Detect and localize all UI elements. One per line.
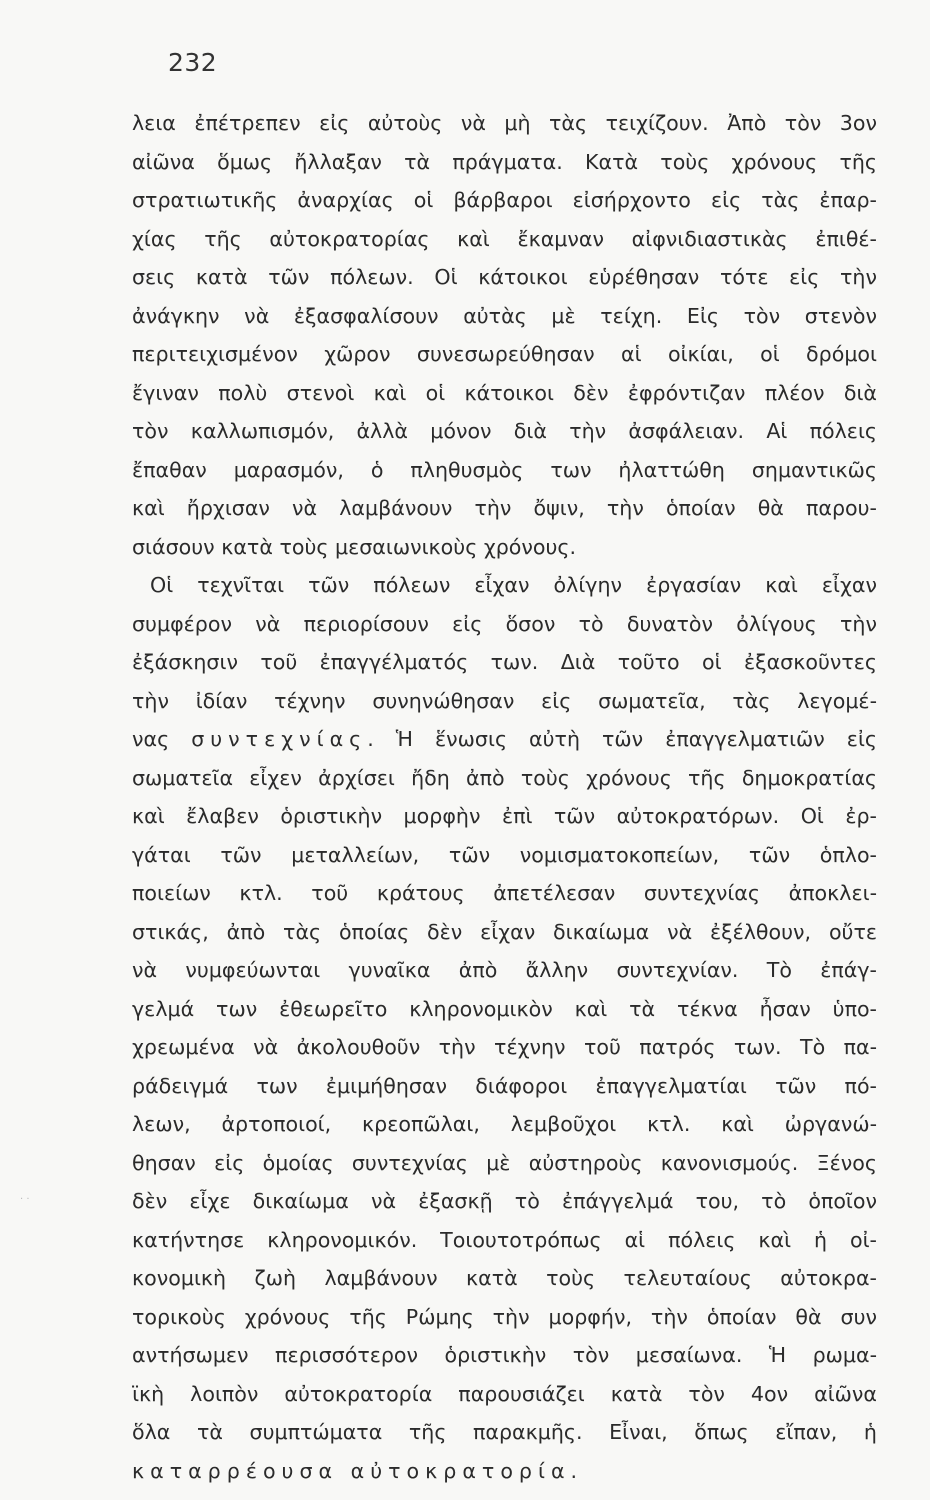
text-line: σιάσουν κατὰ τοὺς μεσαιωνικοὺς χρόνους. bbox=[132, 534, 577, 559]
text-line: νὰ νυμφεύωνται γυναῖκα ἀπὸ ἄλλην συντεχνίαν. Τὸ ἐπάγ- bbox=[132, 958, 877, 982]
text-fragment: . Ἡ ἕνωσις αὐτὴ τῶν ἐπαγγελματιῶν εἰς bbox=[367, 727, 877, 751]
text-line: στικάς, ἀπὸ τὰς ὁποίας δὲν εἶχαν δικαίωμα νὰ ἐξέλθουν, οὔτε bbox=[132, 919, 877, 944]
spaced-closing-line: καταρρέουσα αὐτοκρατορία. bbox=[132, 1458, 584, 1483]
text-line: περιτειχισμένον χῶρον συνεσωρεύθησαν αἱ οἰκίαι, οἱ δρόμοι bbox=[132, 342, 877, 366]
text-line: καὶ ἤρχισαν νὰ λαμβάνουν τὴν ὄψιν, τὴν ὁποίαν θὰ παρου- bbox=[132, 496, 877, 520]
text-line: αἰῶνα ὅμως ἤλλαξαν τὰ πράγματα. Κατὰ τοὺς χρόνους τῆς bbox=[132, 149, 877, 174]
text-line: ποιείων κτλ. τοῦ κράτους ἀπετέλεσαν συντεχνίας ἀποκλει- bbox=[132, 881, 877, 905]
text-line: γελμά των ἐθεωρεῖτο κληρονομικὸν καὶ τὰ τέκνα ἦσαν ὑπο- bbox=[132, 996, 877, 1021]
text-line: αντήσωμεν περισσότερον ὁριστικὴν τὸν μεσαίωνα. Ἡ ρωμα- bbox=[132, 1343, 877, 1367]
body-text bbox=[132, 104, 877, 1490]
text-line: ϊκὴ λοιπὸν αὐτοκρατορία παρουσιάζει κατὰ τὸν 4ον αἰῶνα bbox=[132, 1381, 877, 1406]
text-line: ράδειγμά των ἐμιμήθησαν διάφοροι ἐπαγγελματίαι τῶν πό- bbox=[132, 1073, 877, 1098]
text-fragment: νας bbox=[132, 727, 170, 751]
text-line: δὲν εἶχε δικαίωμα νὰ ἐξασκῇ τὸ ἐπάγγελμά του, τὸ ὁποῖον bbox=[132, 1189, 877, 1213]
text-line: χίας τῆς αὐτοκρατορίας καὶ ἔκαμναν αἰφνιδιαστικὰς ἐπιθέ- bbox=[132, 226, 877, 251]
text-line: τορικοὺς χρόνους τῆς Ρώμης τὴν μορφήν, τὴν ὁποίαν θὰ συν bbox=[132, 1304, 877, 1329]
text-line: Οἱ τεχνῖται τῶν πόλεων εἶχαν ὀλίγην ἐργασίαν καὶ εἶχαν bbox=[150, 573, 877, 597]
text-line: λεων, ἀρτοποιοί, κρεοπῶλαι, λεμβοῦχοι κτλ. καὶ ὠργανώ- bbox=[132, 1112, 877, 1136]
text-line: λεια ἐπέτρεπεν εἰς αὐτοὺς νὰ μὴ τὰς τειχίζουν. Ἀπὸ τὸν 3ον bbox=[132, 111, 877, 135]
text-line: τὴν ἰδίαν τέχνην συνηνώθησαν εἰς σωματεῖα, τὰς λεγομέ- bbox=[132, 688, 877, 713]
text-line: τὸν καλλωπισμόν, ἀλλὰ μόνον διὰ τὴν ἀσφάλειαν. Αἱ πόλεις bbox=[132, 419, 877, 443]
page-number: 232 bbox=[168, 48, 218, 77]
margin-mark: · · bbox=[20, 1194, 30, 1205]
text-line: θησαν εἰς ὁμοίας συντεχνίας μὲ αὐστηροὺς κανονισμούς. Ξένος bbox=[132, 1150, 877, 1175]
text-line: καὶ ἔλαβεν ὁριστικὴν μορφὴν ἐπὶ τῶν αὐτοκρατόρων. Οἱ ἐρ- bbox=[132, 804, 877, 828]
text-line: ἔπαθαν μαρασμόν, ὁ πληθυσμὸς των ἠλαττώθη σημαντικῶς bbox=[132, 457, 877, 482]
text-line: ἐξάσκησιν τοῦ ἐπαγγέλματός των. Διὰ τοῦτο οἱ ἐξασκοῦντες bbox=[132, 650, 877, 674]
text-line: γάται τῶν μεταλλείων, τῶν νομισματοκοπείων, τῶν ὁπλο- bbox=[132, 842, 877, 867]
text-line: ἀνάγκην νὰ ἐξασφαλίσουν αὐτὰς μὲ τείχη. Εἰς τὸν στενὸν bbox=[132, 303, 877, 328]
text-line: κατήντησε κληρονομικόν. Τοιουτοτρόπως αἱ πόλεις καὶ ἡ οἰ- bbox=[132, 1227, 877, 1252]
text-line: χρεωμένα νὰ ἀκολουθοῦν τὴν τέχνην τοῦ πατρός των. Τὸ πα- bbox=[132, 1035, 877, 1059]
text-line: κονομικὴ ζωὴ λαμβάνουν κατὰ τοὺς τελευταίους αὐτοκρα- bbox=[132, 1266, 877, 1290]
spaced-term: συντεχνίας bbox=[191, 727, 368, 751]
text-line: συμφέρον νὰ περιορίσουν εἰς ὅσον τὸ δυνατὸν ὀλίγους τὴν bbox=[132, 611, 877, 636]
text-line: ἔγιναν πολὺ στενοὶ καὶ οἱ κάτοικοι δὲν ἐφρόντιζαν πλέον διὰ bbox=[132, 380, 877, 405]
text-line: ὅλα τὰ συμπτώματα τῆς παρακμῆς. Εἶναι, ὅπως εἴπαν, ἡ bbox=[132, 1420, 877, 1444]
text-line: στρατιωτικῆς ἀναρχίας οἱ βάρβαροι εἰσήρχοντο εἰς τὰς ἐπαρ- bbox=[132, 188, 877, 212]
text-line-with-spaced-term bbox=[132, 720, 877, 759]
text-line: σεις κατὰ τῶν πόλεων. Οἱ κάτοικοι εὑρέθησαν τότε εἰς τὴν bbox=[132, 265, 877, 289]
text-line: σωματεῖα εἶχεν ἀρχίσει ἤδη ἀπὸ τοὺς χρόνους τῆς δημοκρατίας bbox=[132, 765, 877, 790]
